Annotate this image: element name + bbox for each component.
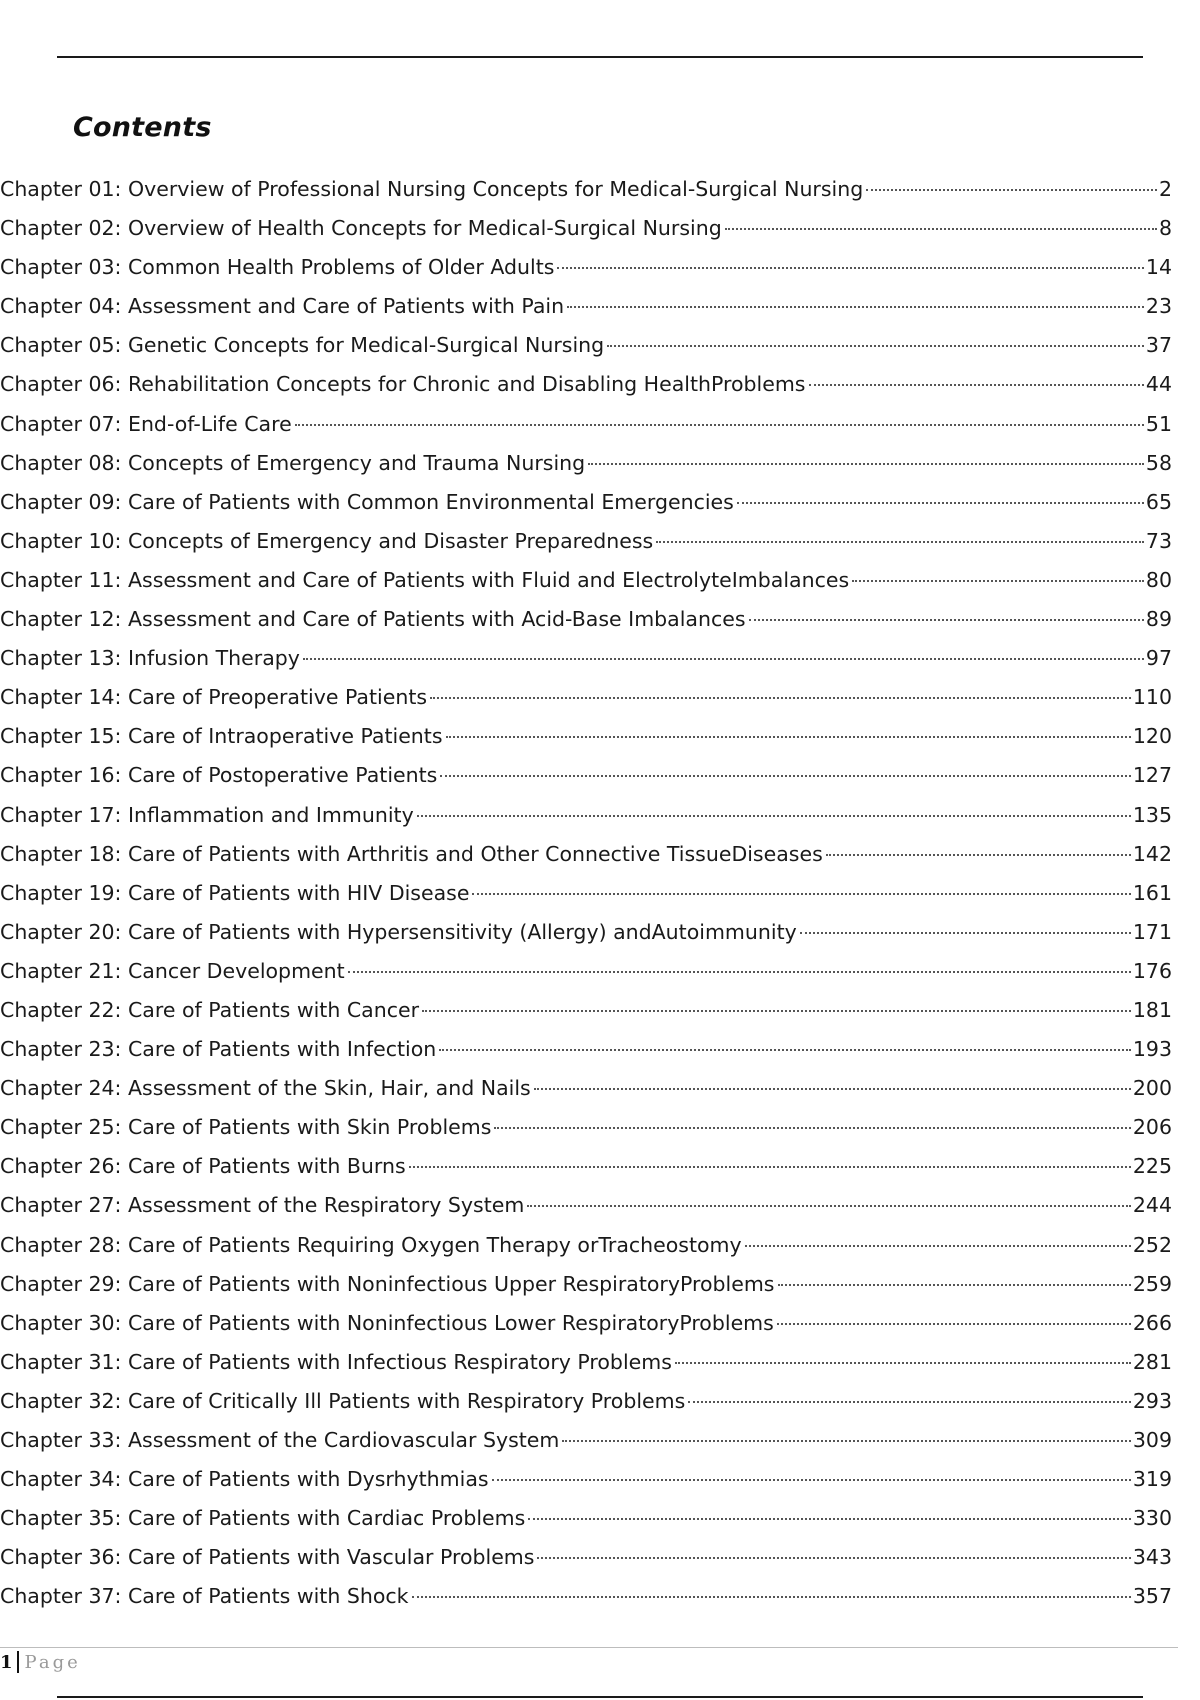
toc-entry-page-number: 244 <box>1132 1193 1172 1218</box>
dot-leader <box>303 658 1144 660</box>
toc-entry-page-number: 58 <box>1145 450 1172 475</box>
toc-entry[interactable] <box>0 1466 1172 1505</box>
dot-leader <box>528 1518 1131 1520</box>
dot-leader <box>295 424 1144 426</box>
dot-leader <box>430 697 1131 699</box>
dot-leader <box>866 189 1157 191</box>
toc-entry-title: Chapter 30: Care of Patients with Noninfectious Lower RespiratoryProblems <box>0 1310 774 1335</box>
toc-entry[interactable] <box>0 1153 1172 1192</box>
toc-entry[interactable] <box>0 997 1172 1036</box>
toc-entry-title: Chapter 14: Care of Preoperative Patients <box>0 685 428 710</box>
toc-entry[interactable] <box>0 215 1172 254</box>
toc-entry-title: Chapter 27: Assessment of the Respiratory System <box>0 1193 525 1218</box>
toc-entry-title: Chapter 18: Care of Patients with Arthritis and Other Connective TissueDiseases <box>0 841 823 866</box>
toc-entry-title: Chapter 02: Overview of Health Concepts for Medical-Surgical Nursing <box>0 216 722 241</box>
toc-entry[interactable] <box>0 1192 1172 1231</box>
toc-entry-page-number: 176 <box>1132 958 1172 983</box>
toc-entry-page-number: 181 <box>1132 997 1172 1022</box>
toc-entry-title: Chapter 11: Assessment and Care of Patients with Fluid and ElectrolyteImbalances <box>0 567 850 592</box>
toc-entry[interactable] <box>0 332 1172 371</box>
toc-entry-page-number: 65 <box>1145 489 1172 514</box>
toc-entry[interactable] <box>0 1310 1172 1349</box>
page-footer <box>0 1651 81 1673</box>
toc-entry-title: Chapter 34: Care of Patients with Dysrhythmias <box>0 1467 489 1492</box>
toc-entry[interactable] <box>0 919 1172 958</box>
dot-leader <box>472 893 1130 895</box>
toc-entry-title: Chapter 16: Care of Postoperative Patients <box>0 763 438 788</box>
toc-entry-page-number: 252 <box>1132 1232 1172 1257</box>
toc-entry[interactable] <box>0 841 1172 880</box>
toc-entry-page-number: 44 <box>1145 372 1172 397</box>
toc-entry[interactable] <box>0 762 1172 801</box>
toc-entry-page-number: 135 <box>1132 802 1172 827</box>
toc-entry[interactable] <box>0 684 1172 723</box>
toc-entry[interactable] <box>0 1271 1172 1310</box>
toc-entry-title: Chapter 03: Common Health Problems of Older Adults <box>0 255 555 280</box>
toc-entry-page-number: 110 <box>1132 685 1172 710</box>
toc-entry-title: Chapter 35: Care of Patients with Cardiac Problems <box>0 1506 526 1531</box>
toc-entry-title: Chapter 13: Infusion Therapy <box>0 646 300 671</box>
dot-leader <box>737 502 1144 504</box>
dot-leader <box>492 1479 1131 1481</box>
toc-entry-page-number: 14 <box>1145 255 1172 280</box>
toc-entry[interactable] <box>0 880 1172 919</box>
toc-entry-page-number: 171 <box>1132 919 1172 944</box>
toc-entry-page-number: 73 <box>1145 528 1172 553</box>
toc-entry-title: Chapter 07: End-of-Life Care <box>0 411 292 436</box>
toc-entry-page-number: 200 <box>1132 1076 1172 1101</box>
toc-entry-page-number: 127 <box>1132 763 1172 788</box>
toc-entry-title: Chapter 29: Care of Patients with Noninfectious Upper RespiratoryProblems <box>0 1271 775 1296</box>
toc-entry[interactable] <box>0 606 1172 645</box>
toc-entry-title: Chapter 19: Care of Patients with HIV Disease <box>0 880 470 905</box>
page-number: 1 <box>0 1651 13 1673</box>
toc-entry-title: Chapter 01: Overview of Professional Nursing Concepts for Medical-Surgical Nursing <box>0 177 864 201</box>
toc-entry-page-number: 161 <box>1132 880 1172 905</box>
dot-leader <box>675 1362 1131 1364</box>
toc-entry-page-number: 319 <box>1132 1467 1172 1492</box>
toc-entry-page-number: 37 <box>1145 333 1172 358</box>
dot-leader <box>826 854 1131 856</box>
toc-entry-page-number: 23 <box>1145 294 1172 319</box>
toc-entry-page-number: 97 <box>1145 646 1172 671</box>
toc-entry-page-number: 80 <box>1145 567 1172 592</box>
toc-entry[interactable] <box>0 1583 1172 1622</box>
toc-entry-title: Chapter 37: Care of Patients with Shock <box>0 1584 409 1609</box>
toc-entry-title: Chapter 05: Genetic Concepts for Medical-Surgical Nursing <box>0 333 605 358</box>
dot-leader <box>567 306 1144 308</box>
toc-entry-title: Chapter 08: Concepts of Emergency and Trauma Nursing <box>0 450 586 475</box>
toc-entry-page-number: 193 <box>1132 1037 1172 1062</box>
toc-entry-page-number: 330 <box>1132 1506 1172 1531</box>
toc-entry[interactable] <box>0 1075 1172 1114</box>
dot-leader <box>348 971 1131 973</box>
dot-leader <box>725 228 1157 230</box>
toc-entry-title: Chapter 06: Rehabilitation Concepts for Chronic and Disabling HealthProblems <box>0 372 806 397</box>
dot-leader <box>527 1205 1131 1207</box>
toc-entry-page-number: 293 <box>1132 1388 1172 1413</box>
toc-entry[interactable] <box>0 1036 1172 1075</box>
toc-entry-page-number: 89 <box>1145 607 1172 632</box>
dot-leader <box>422 1010 1131 1012</box>
dot-leader <box>494 1127 1130 1129</box>
toc-entry[interactable] <box>0 254 1172 293</box>
dot-leader <box>409 1166 1131 1168</box>
toc-entry-page-number: 266 <box>1132 1310 1172 1335</box>
toc-entry[interactable] <box>0 1388 1172 1427</box>
dot-leader <box>688 1401 1131 1403</box>
toc-entry-title: Chapter 17: Inflammation and Immunity <box>0 802 414 827</box>
toc-entry-title: Chapter 32: Care of Critically Ill Patients with Respiratory Problems <box>0 1388 686 1413</box>
dot-leader <box>440 775 1131 777</box>
toc-entry[interactable] <box>0 528 1172 567</box>
toc-entry[interactable] <box>0 567 1172 606</box>
toc-entry-title: Chapter 22: Care of Patients with Cancer <box>0 997 420 1022</box>
toc-entry-page-number: 225 <box>1132 1154 1172 1179</box>
dot-leader <box>439 1049 1131 1051</box>
toc-entry-title: Chapter 20: Care of Patients with Hypersensitivity (Allergy) andAutoimmunity <box>0 919 797 944</box>
toc-entry-page-number: 206 <box>1132 1115 1172 1140</box>
toc-entry-title: Chapter 23: Care of Patients with Infection <box>0 1037 437 1062</box>
dot-leader <box>557 267 1143 269</box>
dot-leader <box>412 1596 1131 1598</box>
dot-leader <box>778 1284 1131 1286</box>
dot-leader <box>446 736 1131 738</box>
toc-entry[interactable] <box>0 1349 1172 1388</box>
toc-entry[interactable] <box>0 1544 1172 1583</box>
footer-rule <box>0 1647 1178 1648</box>
toc-entry-title: Chapter 10: Concepts of Emergency and Disaster Preparedness <box>0 528 654 553</box>
dot-leader <box>562 1440 1130 1442</box>
dot-leader <box>534 1088 1131 1090</box>
toc-entry-title: Chapter 26: Care of Patients with Burns <box>0 1154 406 1179</box>
toc-entry-title: Chapter 33: Assessment of the Cardiovascular System <box>0 1428 560 1452</box>
toc-entry-title: Chapter 36: Care of Patients with Vascular Problems <box>0 1545 535 1570</box>
toc-entry-page-number: 259 <box>1132 1271 1172 1296</box>
toc-entry-page-number: 2 <box>1158 177 1172 201</box>
toc-entry-page-number: 120 <box>1132 724 1172 749</box>
contents-heading: Contents <box>73 112 212 143</box>
toc-entry[interactable] <box>0 411 1172 450</box>
dot-leader <box>745 1245 1131 1247</box>
toc-entry-page-number: 8 <box>1158 216 1172 241</box>
toc-entry[interactable] <box>0 176 1172 215</box>
toc-entry-title: Chapter 15: Care of Intraoperative Patients <box>0 724 443 749</box>
toc-entry-title: Chapter 25: Care of Patients with Skin Problems <box>0 1115 492 1140</box>
toc-entry[interactable] <box>0 1114 1172 1153</box>
toc-entry-page-number: 357 <box>1132 1584 1172 1609</box>
toc-entry-title: Chapter 31: Care of Patients with Infectious Respiratory Problems <box>0 1349 672 1374</box>
toc-entry[interactable] <box>0 293 1172 332</box>
dot-leader <box>607 345 1144 347</box>
dot-leader <box>749 619 1144 621</box>
dot-leader <box>588 463 1144 465</box>
toc-entry[interactable] <box>0 1505 1172 1544</box>
toc-entry-page-number: 343 <box>1132 1545 1172 1570</box>
toc-entry-title: Chapter 28: Care of Patients Requiring Oxygen Therapy orTracheostomy <box>0 1232 742 1257</box>
toc-entry-title: Chapter 04: Assessment and Care of Patients with Pain <box>0 294 565 319</box>
toc-entry-title: Chapter 09: Care of Patients with Common Environmental Emergencies <box>0 489 734 514</box>
dot-leader <box>656 541 1144 543</box>
toc-entry[interactable] <box>0 489 1172 528</box>
toc-entry[interactable] <box>0 371 1172 410</box>
toc-entry[interactable] <box>0 645 1172 684</box>
dot-leader <box>809 384 1144 386</box>
toc-entry-page-number: 51 <box>1145 411 1172 436</box>
toc-entry[interactable] <box>0 450 1172 489</box>
toc-entry-title: Chapter 12: Assessment and Care of Patients with Acid-Base Imbalances <box>0 607 746 632</box>
toc-entry[interactable] <box>0 1427 1172 1466</box>
bottom-rule <box>57 1696 1143 1698</box>
toc-entry[interactable] <box>0 802 1172 841</box>
toc-entry-title: Chapter 24: Assessment of the Skin, Hair, and Nails <box>0 1076 531 1101</box>
header-rule <box>57 56 1143 58</box>
toc-entry[interactable] <box>0 723 1172 762</box>
page-separator <box>17 1651 19 1673</box>
toc-entry[interactable] <box>0 958 1172 997</box>
dot-leader <box>537 1557 1130 1559</box>
toc-entry[interactable] <box>0 1232 1172 1271</box>
toc-entry-page-number: 309 <box>1132 1428 1172 1452</box>
dot-leader <box>417 815 1131 817</box>
dot-leader <box>800 932 1131 934</box>
table-of-contents <box>0 176 1172 1622</box>
toc-entry-page-number: 281 <box>1132 1349 1172 1374</box>
toc-entry-title: Chapter 21: Cancer Development <box>0 958 345 983</box>
toc-entry-page-number: 142 <box>1132 841 1172 866</box>
page-label: Page <box>24 1651 81 1673</box>
dot-leader <box>852 580 1144 582</box>
dot-leader <box>777 1323 1131 1325</box>
